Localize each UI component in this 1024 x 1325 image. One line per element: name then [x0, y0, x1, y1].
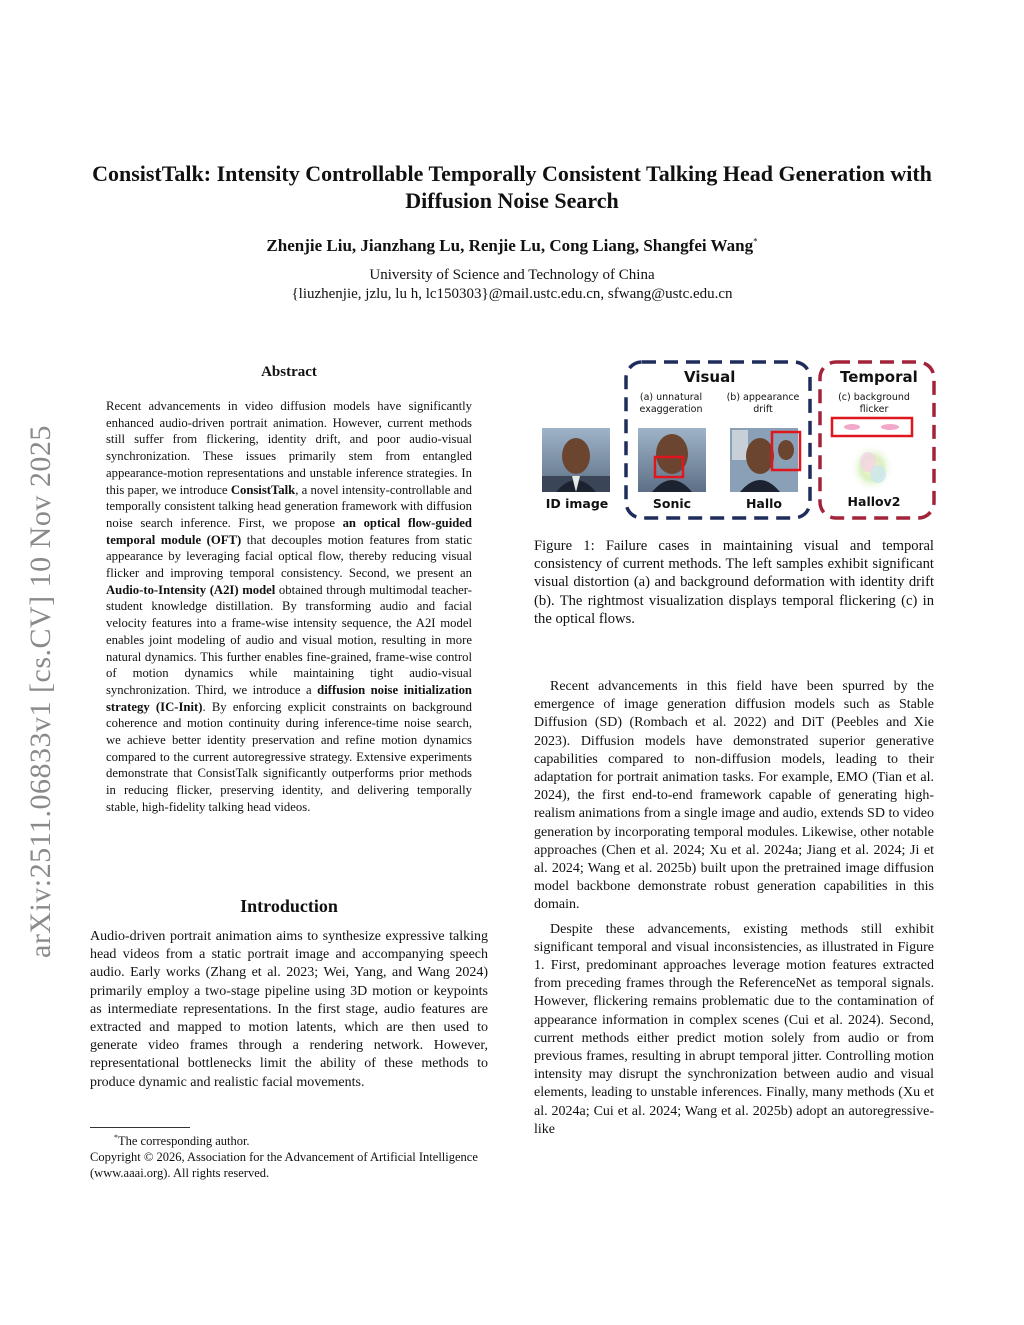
id-image-portrait: [542, 428, 610, 492]
id-image-name: ID image: [545, 496, 609, 511]
figure-1: [534, 358, 938, 526]
abstract-text: Recent advancements in video diffusion models have significantly enhanced audio-driven portrait animation. However, current methods still suffer from flickering, identity drift, and poor audio-visual synchronization. These issues primarily stem from entangled appearance-motion representations and unstable inference strategies. In this paper, we introduce ConsistTalk, a novel intensity-controllable and temporally consistent talking head generation framework with diffusion noise search inference. First, we propose an optical flow-guided temporal module (OFT) that decouples motion features from static appearance by leveraging facial optical flow, thereby reducing visual flicker and improving temporal consistency. Second, we present an Audio-to-Intensity (A2I) model obtained through multimodal teacher-student knowledge distillation. By transforming audio and facial velocity features into a frame-wise intensity sequence, the A2I model enables joint modeling of audio and visual motion, resulting in more natural dynamics. This further enables fine-grained, frame-wise control of motion dynamics while maintaining tight audio-visual synchronization. Third, we introduce a diffusion noise initialization strategy (IC-Init). By enforcing explicit constraints on background coherence and motion continuity during inference-time noise search, we achieve better identity preservation and refine motion dynamics compared to the current autoregressive strategy. Extensive experiments demonstrate that ConsistTalk significantly outperforms prior methods in reducing flicker, preserving identity, and delivering temporally stable, high-fidelity talking head videos.: [106, 399, 472, 814]
visual-group-label: Visual: [684, 368, 736, 386]
hallov2-name: Hallov2: [847, 494, 901, 509]
introduction-heading: Introduction: [240, 896, 338, 916]
copyright-notice: Copyright © 2026, Association for the Advancement of Artificial Intelligence (www.aaai.org). All rights reserved.: [90, 1150, 478, 1181]
footnote-divider: [90, 1127, 190, 1128]
label-c: (c) background flicker: [838, 392, 910, 415]
abstract-heading: Abstract: [261, 364, 317, 380]
arxiv-stamp: arXiv:2511.06833v1 [cs.CV] 10 Nov 2025: [24, 425, 57, 958]
figure-1-caption: Figure 1: Failure cases in maintaining visual and temporal consistency of current methods. The left samples exhibit significant visual distortion (a) and background deformation with identity drift (b). The rightmost visualization displays temporal flickering (c) in the optical flows.: [534, 538, 934, 627]
footnote-corresponding: *The corresponding author.: [114, 1133, 250, 1149]
footnotes: [90, 1130, 488, 1181]
hallo-portrait: [730, 428, 800, 492]
author-mark: *: [753, 236, 758, 247]
hallo-name: Hallo: [745, 496, 783, 511]
author-names: Zhenjie Liu, Jianzhang Lu, Renjie Lu, Cong Liang, Shangfei Wang: [266, 236, 754, 255]
sonic-name: Sonic: [652, 496, 692, 511]
introduction-text: Audio-driven portrait animation aims to synthesize expressive talking head videos from a static portrait image and accompanying speech audio. Early works (Zhang et al. 2023; Wei, Yang, and Wang 2024) primarily employ a two-stage pipeline using 3D motion or keypoints as intermediate representations. In the first stage, audio features are extracted and mapped to motion latents, which are then used to generate video frames through a rendering network. However, representational bottlenecks limit the ability of these methods to produce dynamic and realistic facial movements.: [90, 929, 488, 1090]
temporal-group-label: Temporal: [840, 368, 918, 386]
author-list: [80, 236, 944, 256]
label-a: (a) unnatural exaggeration: [639, 392, 703, 415]
affiliation-block: [80, 266, 944, 304]
right-column-text: [534, 678, 934, 1139]
label-b: (b) appearance drift: [726, 392, 800, 415]
paper-title: ConsistTalk: Intensity Controllable Temporally Consistent Talking Head Generation with Diffusion Noise Search: [92, 161, 932, 213]
paragraph: Recent advancements in this field have been spurred by the emergence of image generation diffusion models such as Stable Diffusion (SD) (Rombach et al. 2022) and DiT (Peebles and Xie 2023). Diffusion models have demonstrated superior generative capabilities compared to non-diffusion models, leading to their adaptation for portrait animation tasks. For example, EMO (Tian et al. 2024), the first end-to-end framework capable of generating high-realism animations from a single image and audio, extends SD to video generation by incorporating temporal modules. Likewise, other notable approaches (Chen et al. 2024; Xu et al. 2024a; Jiang et al. 2024; Ji et al. 2024; Wang et al. 2025b) built upon the pretrained image diffusion model backbone demonstrate robust generation capabilities in this domain.: [534, 679, 934, 913]
hallov2-flow-visualization: [832, 418, 912, 492]
paragraph: Despite these advancements, existing methods still exhibit significant temporal and visual inconsistencies, as illustrated in Figure 1. First, predominant approaches leverage motion features extracted from preceding frames through the ReferenceNet as temporal signals. However, flickering remains problematic due to the contamination of appearance information in complex scenes (Cui et al. 2024). Second, current methods either predict motion solely from audio or from previous frames, resulting in abrupt temporal jitter. Controlling motion intensity may disrupt the synchronization between audio and visual elements, leading to unstable inferences. Finally, many methods (Xu et al. 2024a; Cui et al. 2024; Wang et al. 2025b) adopt an autoregressive-like: [534, 921, 934, 1137]
sonic-portrait: [638, 428, 706, 492]
affiliation: University of Science and Technology of China: [369, 267, 655, 283]
author-emails: {liuzhenjie, jzlu, lu h, lc150303}@mail.ustc.edu.cn, sfwang@ustc.edu.cn: [291, 286, 733, 302]
